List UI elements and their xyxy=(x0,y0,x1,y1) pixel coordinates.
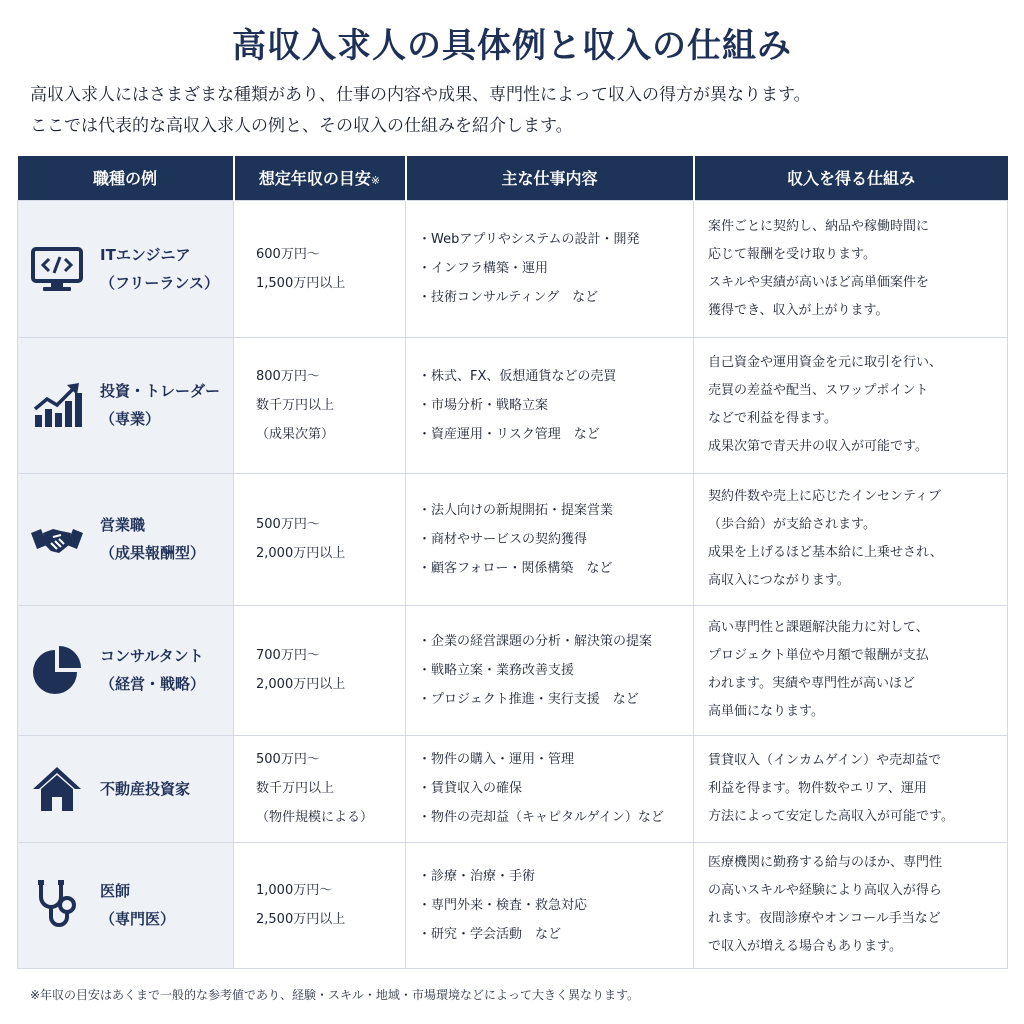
income-line: 成果次第で青天井の収入が可能です。 xyxy=(708,439,928,454)
income-cell xyxy=(694,735,1008,842)
job-name-line: ITエンジニア xyxy=(100,245,191,264)
income-line: 自己資金や運用資金を元に取引を行い、 xyxy=(708,355,943,370)
salary-line: （物件規模による） xyxy=(256,810,374,825)
income-cell xyxy=(694,605,1008,735)
handshake-icon xyxy=(28,510,86,568)
task-item: ・ 商材やサービスの契約獲得 xyxy=(418,525,693,554)
salary-line: （成果次第） xyxy=(256,426,335,442)
computer-code-icon xyxy=(28,240,86,298)
job-cell xyxy=(18,337,234,473)
job-name xyxy=(100,377,220,433)
header-job xyxy=(18,156,234,200)
task-item: ・ 戦略立案・業務改善支援 xyxy=(418,656,693,685)
job-cell xyxy=(18,735,234,842)
income-line: 高単価になります。 xyxy=(708,704,824,719)
income-line: 方法によって安定した高収入が可能です。 xyxy=(708,808,954,824)
header-tasks-label: 主な仕事内容 xyxy=(501,169,598,189)
stethoscope-icon xyxy=(28,876,86,934)
job-name xyxy=(100,241,219,297)
header-income-label: 収入を得る仕組み xyxy=(786,169,915,189)
header-job-label: 職種の例 xyxy=(92,169,157,189)
income-line: 応じて報酬を受け取ります。 xyxy=(708,246,876,262)
task-item: ・ 企業の経営課題の分析・解決策の提案 xyxy=(418,627,693,656)
income-cell xyxy=(694,842,1008,968)
salary-line: 数千万円以上 xyxy=(256,781,335,796)
job-name-line: 医師 xyxy=(100,882,131,900)
task-item: ・ 法人向けの新規開拓・提案営業 xyxy=(418,496,693,525)
task-item: ・ 物件の購入・運用・管理 xyxy=(418,745,693,774)
task-item: ・ 物件の売却益（キャピタルゲイン）など xyxy=(418,803,693,832)
job-name-line: （専業） xyxy=(100,410,161,428)
task-item: ・ 資産運用・リスク管理 など xyxy=(418,420,693,449)
income-line: の高いスキルや経験により高収入が得ら xyxy=(708,883,942,898)
salary-line: 1,500万円以上 xyxy=(256,275,346,291)
salary-line: 800万円〜 xyxy=(256,368,320,384)
salary-line: 数千万円以上 xyxy=(256,397,335,413)
income-line: 賃貸収入（インカムゲイン）や売却益で xyxy=(708,752,942,768)
salary-line: 700万円〜 xyxy=(256,648,320,663)
income-line: などで利益を得ます。 xyxy=(708,411,837,426)
task-item: ・ 専門外来・検査・救急対応 xyxy=(418,891,693,920)
task-item: ・ 株式、FX、仮想通貨などの売買 xyxy=(418,362,693,391)
salary-cell xyxy=(234,200,406,337)
page-title: 高収入求人の具体例と収入の仕組み xyxy=(232,26,792,66)
salary-line: 1,000万円〜 xyxy=(256,883,333,898)
tasks-cell xyxy=(406,473,694,605)
job-cell xyxy=(18,605,234,735)
job-name-line: （フリーランス） xyxy=(100,273,219,292)
job-name-line: 不動産投資家 xyxy=(100,779,191,798)
intro-line-2: ここでは代表的な高収入求人の例と、その収入の仕組みを紹介します。 xyxy=(30,116,573,136)
income-line: 案件ごとに契約し、納品や稼働時間に xyxy=(708,218,930,234)
header-salary-label: 想定年収の目安 xyxy=(258,169,371,189)
task-item: ・ 診療・治療・手術 xyxy=(418,862,693,891)
job-name xyxy=(100,642,205,698)
income-line: われます。実績や専門性が高いほど xyxy=(708,676,915,691)
income-line: スキルや実績が高いほど高単価案件を xyxy=(708,274,929,290)
salary-cell xyxy=(234,473,406,605)
tasks-cell xyxy=(406,200,694,337)
task-item: ・ 研究・学会活動 など xyxy=(418,920,693,949)
income-cell xyxy=(694,337,1008,473)
intro-line-1: 高収入求人にはさまざまな種類があり、仕事の内容や成果、専門性によって収入の得方が異なります。 xyxy=(30,85,811,105)
job-name xyxy=(100,775,190,803)
job-name-line: 営業職 xyxy=(100,516,146,534)
job-name-line: （経営・戦略） xyxy=(100,675,206,693)
tasks-cell xyxy=(406,735,694,842)
table-row xyxy=(18,735,1008,842)
income-line: 利益を得ます。物件数やエリア、運用 xyxy=(708,780,927,796)
task-item: ・ 技術コンサルティング など xyxy=(418,283,693,312)
task-item: ・ 市場分析・戦略立案 xyxy=(418,391,693,420)
salary-line: 500万円〜 xyxy=(256,517,320,532)
salary-line: 2,000万円以上 xyxy=(256,546,346,561)
salary-cell xyxy=(234,842,406,968)
task-item: ・ インフラ構築・運用 xyxy=(418,254,693,283)
jobs-table xyxy=(17,156,1008,969)
intro-text xyxy=(30,80,1000,142)
table-row xyxy=(18,605,1008,735)
income-line: 高い専門性と課題解決能力に対して、 xyxy=(708,620,929,635)
salary-cell xyxy=(234,337,406,473)
footnote: ※年収の目安はあくまで一般的な参考値であり、経験・スキル・地域・市場環境などによって大きく異なります。 xyxy=(30,988,639,1002)
pie-chart-icon xyxy=(28,641,86,699)
job-cell xyxy=(18,200,234,337)
income-line: 売買の差益や配当、スワップポイント xyxy=(708,383,929,398)
job-cell xyxy=(18,473,234,605)
income-cell xyxy=(694,473,1008,605)
header-salary xyxy=(234,156,406,200)
tasks-cell xyxy=(406,605,694,735)
header-income xyxy=(694,156,1008,200)
salary-cell xyxy=(234,605,406,735)
job-cell xyxy=(18,842,234,968)
salary-cell xyxy=(234,735,406,842)
income-line: 獲得でき、収入が上がります。 xyxy=(708,302,889,318)
income-line: プロジェクト単位や月額で報酬が支払 xyxy=(708,648,929,663)
house-icon xyxy=(28,760,86,818)
task-item: ・ プロジェクト推進・実行支援 など xyxy=(418,685,693,714)
job-name xyxy=(100,877,175,933)
income-line: （歩合給）が支給されます。 xyxy=(708,517,876,532)
job-name-line: （専門医） xyxy=(100,910,176,928)
job-name-line: 投資・トレーダー xyxy=(100,382,221,400)
income-line: 成果を上げるほど基本給に上乗せされ、 xyxy=(708,545,943,560)
chart-up-icon xyxy=(28,376,86,434)
job-name xyxy=(100,511,205,567)
income-cell xyxy=(694,200,1008,337)
job-name-line: （成果報酬型） xyxy=(100,544,206,562)
job-name-line: コンサルタント xyxy=(100,647,204,665)
table-row xyxy=(18,337,1008,473)
header-salary-mark: ※ xyxy=(370,174,381,188)
table-row xyxy=(18,842,1008,968)
task-item: ・ 賃貸収入の確保 xyxy=(418,774,693,803)
income-line: 医療機関に勤務する給与のほか、専門性 xyxy=(708,855,943,870)
header-tasks xyxy=(406,156,694,200)
table-row xyxy=(18,473,1008,605)
table-header-row xyxy=(18,156,1008,200)
salary-line: 600万円〜 xyxy=(256,246,320,262)
task-item: ・ 顧客フォロー・関係構築 など xyxy=(418,554,693,583)
salary-line: 2,500万円以上 xyxy=(256,912,346,927)
table-row xyxy=(18,200,1008,337)
income-line: れます。夜間診療やオンコール手当など xyxy=(708,911,941,926)
task-item: ・ Webアプリやシステムの設計・開発 xyxy=(418,225,693,254)
income-line: 高収入につながります。 xyxy=(708,573,850,588)
salary-line: 500万円〜 xyxy=(256,752,320,767)
tasks-cell xyxy=(406,842,694,968)
salary-line: 2,000万円以上 xyxy=(256,677,346,692)
income-line: 契約件数や売上に応じたインセンティブ xyxy=(708,489,941,504)
tasks-cell xyxy=(406,337,694,473)
income-line: で収入が増える場合もあります。 xyxy=(708,939,902,954)
